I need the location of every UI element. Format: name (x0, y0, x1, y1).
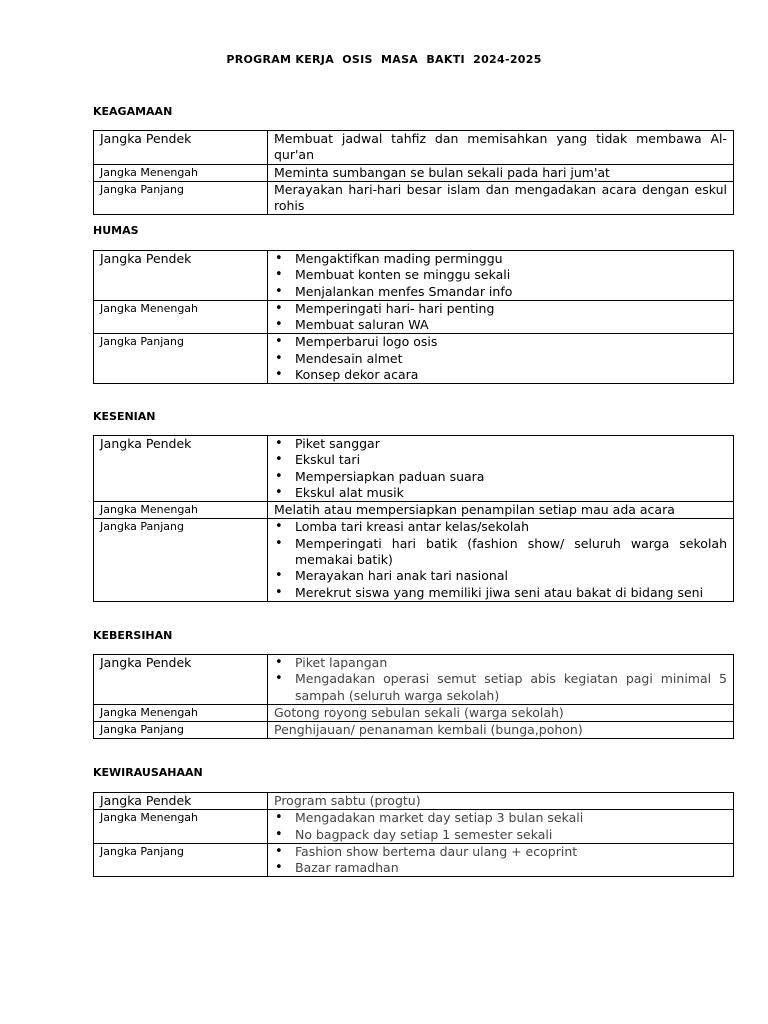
table-humas (93, 250, 734, 384)
list-item: • Memperingati hari batik (fashion show/ seluruh warga sekolah memakai batik) (295, 536, 727, 569)
list-item: • Ekskul tari (295, 452, 727, 468)
section-heading-kebersihan: KEBERSIHAN (93, 629, 173, 642)
term-label: Jangka Pendek (94, 655, 268, 705)
program-text: Gotong royong sebulan sekali (warga sekolah) (268, 704, 734, 721)
term-label: Jangka Menengah (94, 704, 268, 721)
section-heading-kesenian: KESENIAN (93, 410, 156, 423)
term-label: Jangka Panjang (94, 519, 268, 601)
list-item: • Piket sanggar (295, 436, 727, 452)
list-item: • Membuat saluran WA (295, 317, 727, 333)
program-text: Merayakan hari-hari besar islam dan mengadakan acara dengan eskul rohis (268, 181, 734, 215)
table-row (94, 300, 734, 334)
list-item: • No bagpack day setiap 1 semester sekali (295, 827, 727, 843)
term-label: Jangka Pendek (94, 436, 268, 502)
page-title: PROGRAM KERJA OSIS MASA BAKTI 2024-2025 (226, 53, 542, 66)
list-item: • Mempersiapkan paduan suara (295, 469, 727, 485)
program-list-cell (268, 300, 734, 334)
program-text: Melatih atau mempersiapkan penampilan setiap mau ada acara (268, 502, 734, 519)
table-row (94, 843, 734, 877)
table-row (94, 810, 734, 844)
list-item: • Merayakan hari anak tari nasional (295, 568, 727, 584)
list-item: • Membuat konten se minggu sekali (295, 267, 727, 283)
table-row (94, 502, 734, 519)
list-item: • Bazar ramadhan (295, 860, 727, 876)
program-list-cell (268, 436, 734, 502)
list-item: • Lomba tari kreasi antar kelas/sekolah (295, 519, 727, 535)
table-row (94, 181, 734, 215)
table-kewirausahaan (93, 792, 734, 877)
program-text: Penghijauan/ penanaman kembali (bunga,pohon) (268, 722, 734, 739)
section-heading-humas: HUMAS (93, 224, 139, 237)
list-item: • Menjalankan menfes Smandar info (295, 284, 727, 300)
program-text: Meminta sumbangan se bulan sekali pada hari jum'at (268, 164, 734, 181)
table-row (94, 519, 734, 601)
list-item: • Mengaktifkan mading perminggu (295, 251, 727, 267)
program-list-cell (268, 519, 734, 601)
program-list-cell (268, 251, 734, 301)
program-list-cell (268, 843, 734, 877)
program-list (274, 844, 727, 877)
program-list (274, 301, 727, 334)
table-row (94, 251, 734, 301)
table-row (94, 704, 734, 721)
program-list (274, 436, 727, 501)
list-item: • Mengadakan operasi semut setiap abis kegiatan pagi minimal 5 sampah (seluruh warga sekolah) (295, 671, 727, 704)
table-keagamaan (93, 130, 734, 215)
table-row (94, 334, 734, 384)
table-row (94, 164, 734, 181)
term-label: Jangka Menengah (94, 164, 268, 181)
table-row (94, 793, 734, 810)
term-label: Jangka Panjang (94, 843, 268, 877)
list-item: • Memperbarui logo osis (295, 334, 727, 350)
table-row (94, 655, 734, 705)
table-row (94, 722, 734, 739)
term-label: Jangka Panjang (94, 181, 268, 215)
term-label: Jangka Pendek (94, 131, 268, 165)
table-kebersihan (93, 654, 734, 739)
table-row (94, 436, 734, 502)
term-label: Jangka Panjang (94, 334, 268, 384)
list-item: • Memperingati hari- hari penting (295, 301, 727, 317)
term-label: Jangka Panjang (94, 722, 268, 739)
list-item: • Mengadakan market day setiap 3 bulan sekali (295, 810, 727, 826)
term-label: Jangka Pendek (94, 793, 268, 810)
program-list-cell (268, 810, 734, 844)
section-heading-keagamaan: KEAGAMAAN (93, 105, 173, 118)
term-label: Jangka Pendek (94, 251, 268, 301)
program-list-cell (268, 334, 734, 384)
list-item: • Konsep dekor acara (295, 367, 727, 383)
term-label: Jangka Menengah (94, 810, 268, 844)
program-list-cell (268, 655, 734, 705)
program-list (274, 251, 727, 300)
section-heading-kewirausahaan: KEWIRAUSAHAAN (93, 766, 203, 779)
program-list (274, 334, 727, 383)
term-label: Jangka Menengah (94, 300, 268, 334)
list-item: • Ekskul alat musik (295, 485, 727, 501)
program-list (274, 655, 727, 704)
program-list (274, 810, 727, 843)
program-text: Program sabtu (progtu) (268, 793, 734, 810)
list-item: • Merekrut siswa yang memiliki jiwa seni atau bakat di bidang seni (295, 585, 727, 601)
table-row (94, 131, 734, 165)
list-item: • Fashion show bertema daur ulang + ecoprint (295, 844, 727, 860)
list-item: • Piket lapangan (295, 655, 727, 671)
program-text: Membuat jadwal tahfiz dan memisahkan yang tidak membawa Al- qur'an (268, 131, 734, 165)
list-item: • Mendesain almet (295, 351, 727, 367)
program-list (274, 519, 727, 600)
table-kesenian (93, 435, 734, 602)
term-label: Jangka Menengah (94, 502, 268, 519)
